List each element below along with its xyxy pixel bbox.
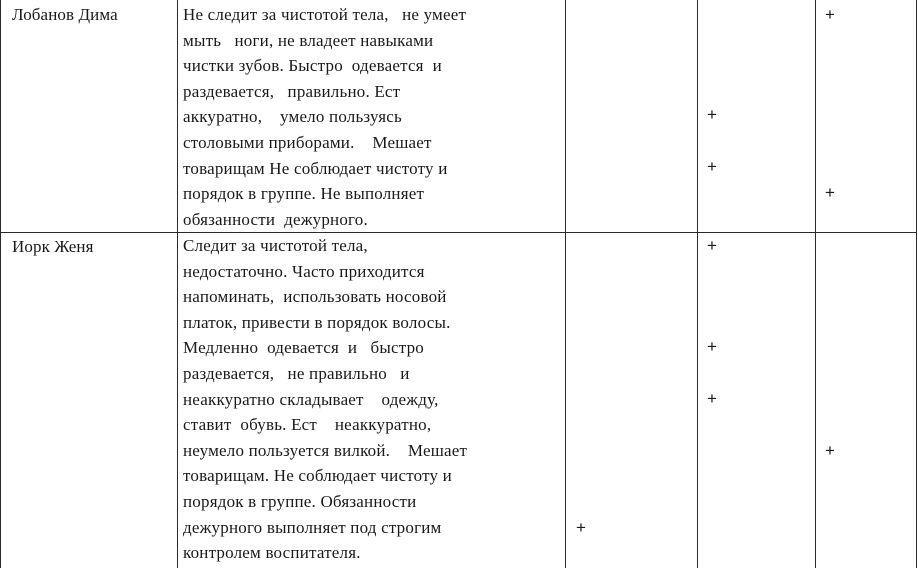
- column-divider-3: [697, 0, 698, 568]
- column-divider-name: [177, 0, 178, 568]
- description-line: порядок в группе. Не выполняет: [183, 184, 425, 204]
- check-mark: +: [825, 183, 835, 202]
- check-mark: +: [825, 5, 835, 24]
- description-line: неаккуратно складывает одежду,: [183, 389, 439, 409]
- description-line: дежурного выполняет под строгим: [183, 517, 442, 537]
- description-line: аккуратно, умело пользуясь: [183, 107, 402, 127]
- table-border-right: [916, 0, 917, 568]
- check-mark: +: [576, 518, 586, 537]
- description-line: Не следит за чистотой тела, не умеет: [183, 5, 467, 24]
- check-mark: +: [707, 337, 717, 356]
- description-line: недостаточно. Часто приходится: [183, 261, 425, 281]
- description-line: раздевается, правильно. Ест: [183, 81, 401, 101]
- description-line: обязанности дежурного.: [183, 209, 368, 229]
- description-line: раздевается, не правильно и: [183, 363, 410, 383]
- behavior-description: [183, 2, 563, 232]
- description-line: чистки зубов. Быстро одевается и: [183, 56, 442, 76]
- description-line: товарищам. Не соблюдает чистоту и: [183, 466, 452, 486]
- check-mark: +: [707, 105, 717, 124]
- description-line: порядок в группе. Обязанности: [183, 491, 417, 511]
- description-line: товарищам Не соблюдает чистоту и: [183, 158, 448, 178]
- check-mark: +: [707, 157, 717, 176]
- check-mark: +: [825, 441, 835, 460]
- student-name: Лобанов Дима: [12, 5, 118, 24]
- table-border-left: [0, 0, 1, 568]
- check-mark: +: [707, 389, 717, 408]
- description-line: ставит обувь. Ест неаккуратно,: [183, 415, 432, 435]
- column-divider-4: [815, 0, 816, 568]
- behavior-description: [183, 233, 563, 566]
- description-line: столовыми приборами. Мешает: [183, 132, 432, 152]
- description-line: напоминать, использовать носовой: [183, 287, 447, 307]
- column-divider-description: [565, 0, 566, 568]
- description-line: контролем воспитателя.: [183, 543, 361, 563]
- description-line: Медленно одевается и быстро: [183, 338, 424, 358]
- student-name: Иорк Женя: [12, 237, 94, 256]
- description-line: платок, привести в порядок волосы.: [183, 312, 451, 332]
- description-line: мыть ноги, не владеет навыками: [183, 30, 434, 50]
- check-mark: +: [707, 236, 717, 255]
- description-line: Следит за чистотой тела,: [183, 236, 368, 255]
- description-line: неумело пользуется вилкой. Мешает: [183, 440, 468, 460]
